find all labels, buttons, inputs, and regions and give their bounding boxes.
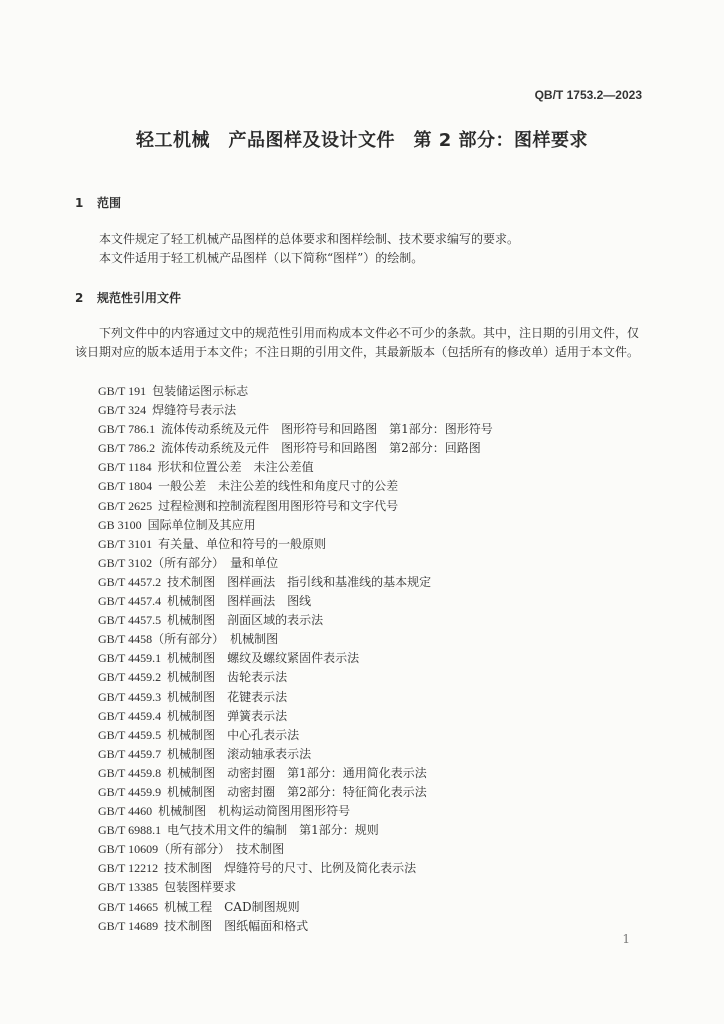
reference-code: GB/T 3102（所有部分） (98, 555, 225, 570)
reference-code: GB/T 786.2 (98, 441, 156, 456)
reference-item (98, 898, 493, 917)
reference-code: GB/T 14665 (98, 899, 159, 914)
reference-item (98, 802, 493, 821)
reference-item (98, 745, 493, 764)
reference-item (98, 707, 493, 726)
reference-code: GB/T 4457.5 (98, 613, 162, 628)
section-title: 规范性引用文件 (97, 291, 182, 305)
reference-code: GB/T 6988.1 (98, 823, 162, 838)
section-number: 1 (75, 196, 84, 210)
reference-title: 机械制图 滚动轴承表示法 (167, 746, 312, 761)
reference-code: GB/T 786.1 (98, 422, 156, 437)
reference-item (98, 458, 493, 477)
reference-code: GB/T 4459.7 (98, 746, 162, 761)
reference-title: 流体传动系统及元件 图形符号和回路图 第2部分：回路图 (161, 441, 481, 456)
reference-title: 形状和位置公差 未注公差值 (157, 460, 314, 475)
reference-code: GB/T 4459.9 (98, 784, 162, 799)
reference-item (98, 611, 493, 630)
reference-code: GB/T 191 (98, 384, 147, 398)
reference-item (98, 917, 493, 936)
reference-title: 技术制图 (236, 842, 285, 857)
reference-item (98, 726, 493, 745)
reference-item (98, 878, 493, 897)
reference-code: GB/T 14689 (98, 918, 159, 933)
reference-code: GB/T 324 (98, 403, 147, 418)
document-title: 轻工机械 产品图样及设计文件 第 2 部分：图样要求 (135, 130, 589, 151)
reference-title: 机械制图 动密封圈 第2部分：特征简化表示法 (167, 784, 427, 799)
reference-title: 包装图样要求 (164, 880, 237, 895)
reference-title: 量和单位 (230, 555, 279, 570)
reference-title: 过程检测和控制流程图用图形符号和文字代号 (158, 498, 399, 513)
reference-item (98, 420, 493, 439)
reference-title: 国际单位制及其应用 (147, 517, 256, 532)
reference-title: 机械制图 螺纹及螺纹紧固件表示法 (167, 651, 360, 666)
reference-title: 有关量、单位和符号的一般原则 (158, 536, 327, 551)
reference-code: GB/T 4459.1 (98, 651, 162, 666)
reference-list (98, 382, 493, 936)
reference-title: 机械制图 (230, 632, 279, 647)
reference-code: GB/T 4458（所有部分） (98, 632, 225, 647)
reference-code: GB/T 4459.3 (98, 689, 162, 704)
reference-title: 机械制图 机构运动简图用图形符号 (158, 804, 351, 819)
reference-code: GB/T 2625 (98, 498, 153, 513)
reference-item (98, 592, 493, 611)
reference-item (98, 783, 493, 802)
reference-code: GB/T 4460 (98, 804, 153, 819)
references-intro-paragraph: 下列文件中的内容通过文中的规范性引用而构成本文件必不可少的条款。其中，注日期的引用文件，仅该日期对应的版本适用于本文件；不注日期的引用文件，其最新版本（包括所有的修改单）适用于本文件。 (75, 326, 640, 359)
reference-item (98, 382, 493, 401)
section-heading-normative-references (75, 289, 181, 306)
reference-item (98, 477, 493, 496)
reference-code: GB/T 12212 (98, 861, 159, 876)
reference-code: GB 3100 (98, 517, 142, 532)
reference-item (98, 688, 493, 707)
reference-item (98, 401, 493, 420)
reference-item (98, 497, 493, 516)
section-title: 范围 (97, 196, 122, 210)
reference-title: 一般公差 未注公差的线性和角度尺寸的公差 (158, 479, 399, 494)
reference-code: GB/T 1184 (98, 460, 152, 475)
reference-code: GB/T 3101 (98, 536, 153, 551)
reference-title: 流体传动系统及元件 图形符号和回路图 第1部分：图形符号 (161, 422, 493, 437)
reference-title: 机械制图 动密封圈 第1部分：通用简化表示法 (167, 765, 427, 780)
reference-title: 机械制图 弹簧表示法 (167, 708, 288, 723)
reference-title: 技术制图 图纸幅面和格式 (164, 918, 309, 933)
reference-item (98, 535, 493, 554)
reference-code: GB/T 4459.8 (98, 765, 162, 780)
reference-code: GB/T 1804 (98, 479, 153, 494)
reference-item (98, 554, 493, 573)
reference-code: GB/T 4457.4 (98, 594, 162, 609)
reference-title: 机械制图 剖面区域的表示法 (167, 613, 324, 628)
scope-paragraph-2: 本文件适用于轻工机械产品图样（以下简称“图样”）的绘制。 (99, 251, 424, 265)
reference-code: GB/T 4459.5 (98, 727, 162, 742)
reference-item (98, 630, 493, 649)
reference-code: GB/T 4459.4 (98, 708, 162, 723)
reference-code: GB/T 4457.2 (98, 574, 162, 589)
reference-item (98, 859, 493, 878)
reference-title: 焊缝符号表示法 (152, 403, 237, 418)
reference-title: 机械工程 CAD制图规则 (164, 899, 300, 914)
section-number: 2 (75, 291, 84, 305)
reference-item (98, 668, 493, 687)
reference-title: 机械制图 花键表示法 (167, 689, 288, 704)
reference-code: GB/T 10609（所有部分） (98, 842, 231, 857)
reference-title: 机械制图 图样画法 图线 (167, 594, 312, 609)
reference-code: GB/T 13385 (98, 880, 159, 895)
reference-item (98, 840, 493, 859)
reference-item (98, 649, 493, 668)
reference-code: GB/T 4459.2 (98, 670, 162, 685)
document-number: QB/T 1753.2—2023 (534, 88, 642, 102)
reference-item (98, 516, 493, 535)
reference-item (98, 764, 493, 783)
reference-item (98, 573, 493, 592)
page-number: 1 (622, 932, 630, 946)
reference-title: 包装储运图示标志 (152, 384, 249, 398)
reference-title: 电气技术用文件的编制 第1部分：规则 (167, 823, 379, 838)
reference-item (98, 821, 493, 840)
reference-title: 技术制图 焊缝符号的尺寸、比例及简化表示法 (164, 861, 417, 876)
reference-title: 技术制图 图样画法 指引线和基准线的基本规定 (167, 574, 432, 589)
reference-title: 机械制图 齿轮表示法 (167, 670, 288, 685)
scope-paragraph-1: 本文件规定了轻工机械产品图样的总体要求和图样绘制、技术要求编写的要求。 (99, 232, 520, 246)
reference-item (98, 439, 493, 458)
section-heading-scope (75, 194, 121, 211)
reference-title: 机械制图 中心孔表示法 (167, 727, 300, 742)
